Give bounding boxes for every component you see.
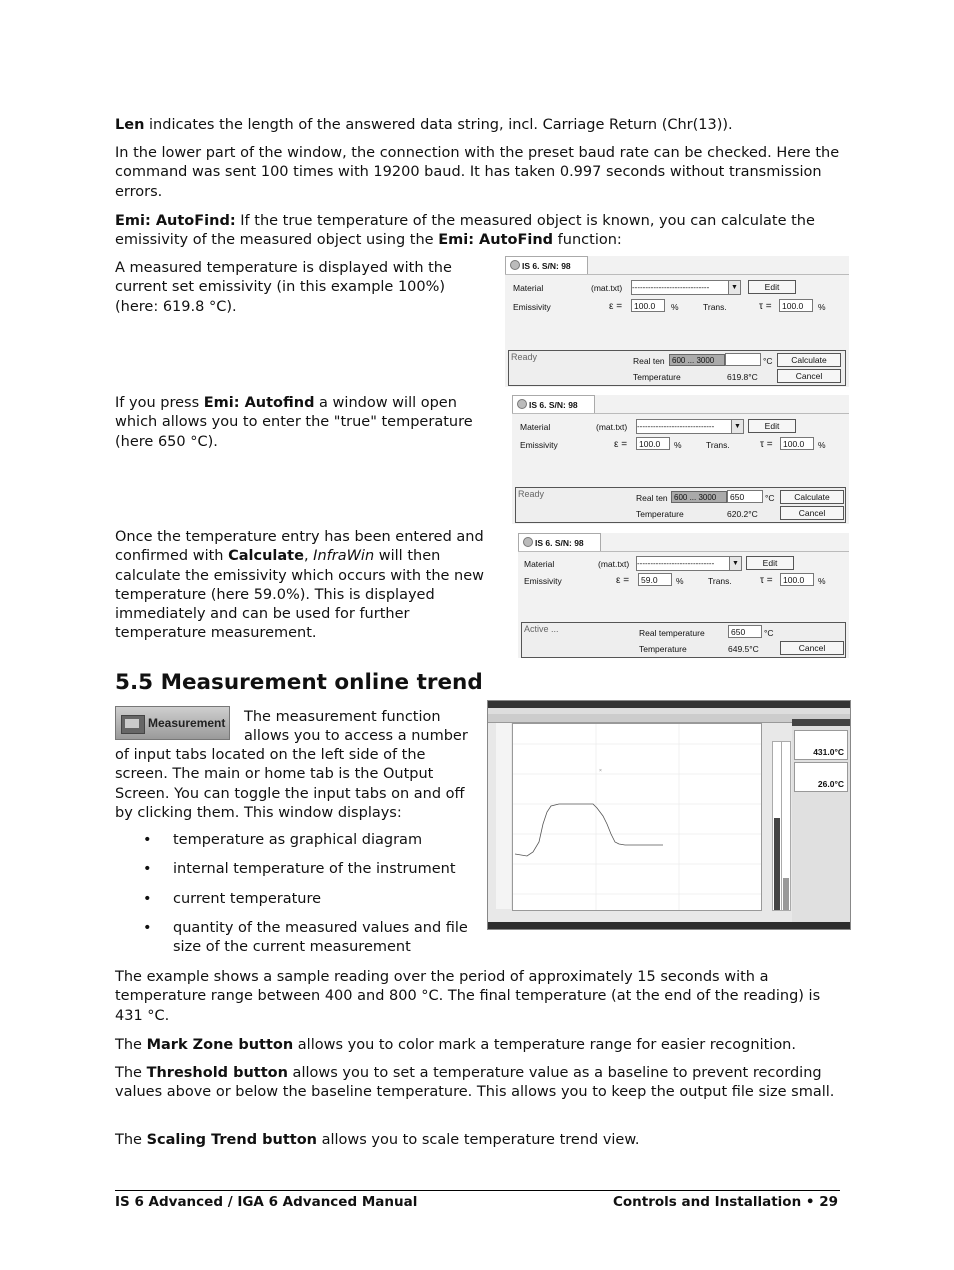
calculate-button[interactable]: Calculate (780, 490, 844, 504)
cancel-button[interactable]: Cancel (777, 369, 841, 383)
step1-text: A measured temperature is displayed with the current set emissivity (in this example 100%) (here: 619.8 °C). (115, 260, 452, 315)
emissivity-input[interactable]: 100.0 (636, 437, 670, 450)
device-tab[interactable]: IS 6. S/N: 98 (518, 533, 601, 552)
calculate-button[interactable]: Calculate (777, 353, 841, 367)
transmission-input[interactable]: 100.0 (779, 299, 813, 312)
material-select[interactable]: ----------------------------- ▼ (636, 556, 742, 571)
chevron-down-icon: ▼ (729, 557, 741, 570)
para-len: Len indicates the length of the answered data string, incl. Carriage Return (Chr(13)). (115, 117, 733, 133)
taskbar (488, 922, 850, 929)
title-bar (488, 701, 850, 708)
footer-divider (115, 1190, 840, 1191)
status-dot-icon (523, 537, 533, 547)
status-dot-icon (517, 399, 527, 409)
list-item: • current temperature (115, 890, 475, 909)
trend-window-screenshot (487, 700, 851, 930)
real-temperature-input[interactable]: 650 (728, 625, 762, 638)
step2-text: If you press Emi: Autofind a window will open which allows you to enter the "true" temperature (here 650 °C). (115, 395, 473, 450)
step3-text: Once the temperature entry has been entered and confirmed with Calculate, InfraWin will then calculate the emissivity which occurs with the new temperature (here 59.0%). This is displayed immediately and can be used for further temperature measurement. (115, 529, 485, 642)
transmission-input[interactable]: 100.0 (780, 573, 814, 586)
status-panel: Ready Real ten 600 ... 3000 650 °C Calculate Temperature 620.2°C Cancel (515, 487, 846, 523)
real-temperature-input[interactable]: 650 (727, 490, 763, 503)
measure-text-rest: of input tabs located on the left side of the screen. The main or home tab is the Output Screen. You can toggle the input tabs on and off by clicking them. This window displays: (115, 747, 465, 821)
device-tab[interactable]: IS 6. S/N: 98 (505, 256, 588, 275)
edit-button[interactable]: Edit (748, 419, 796, 433)
measure-text-first: The measurement function allows you to access a number (244, 709, 468, 745)
list-item: • internal temperature of the instrument (115, 860, 475, 879)
trend-curve (513, 724, 761, 910)
para-emi-autofind: Emi: AutoFind: If the true temperature of the measured object is known, you can calculate the emissivity of the measured object using the Emi: AutoFind function: (115, 213, 815, 249)
internal-temperature-bar (781, 741, 791, 911)
para-example: The example shows a sample reading over the period of approximately 15 seconds with a temperature range between 400 and 800 °C. The final temperature (at the end of the reading) is 431 °C. (115, 969, 821, 1024)
para-scaling: The Scaling Trend button allows you to scale temperature trend view. (115, 1132, 640, 1148)
y-axis (496, 723, 511, 909)
edit-button[interactable]: Edit (748, 280, 796, 294)
material-select[interactable]: ----------------------------- ▼ (636, 419, 744, 434)
x-axis (512, 910, 760, 919)
status-panel: Ready Real ten 600 ... 3000 °C Calculate Temperature 619.8°C Cancel (508, 350, 846, 386)
feature-list (115, 831, 475, 967)
current-temperature-display: 431.0°C (794, 730, 848, 760)
footer-manual-title: IS 6 Advanced / IGA 6 Advanced Manual (115, 1194, 418, 1210)
footer-page: Controls and Installation • 29 (612, 1194, 838, 1210)
measurement-button[interactable]: Measurement (115, 706, 230, 740)
real-temperature-input[interactable] (725, 353, 761, 366)
status-dot-icon (510, 260, 520, 270)
section-title: 5.5 Measurement online trend (115, 670, 483, 695)
dialog-measured-temperature: IS 6. S/N: 98 Material (mat.txt) ----------------------------- ▼ Edit Emissivity ε = 100.0 % Trans. τ = 100.0 % Ready Real ten 600 ... 3000 °C Calculate Temperature 619.8°C Cancel (505, 256, 849, 387)
cancel-button[interactable]: Cancel (780, 506, 844, 520)
trend-plot (512, 723, 762, 911)
para-threshold: The Threshold button allows you to set a temperature value as a baseline to prevent recording values above or below the baseline temperature. This allows you to keep the output file size small. (115, 1065, 835, 1101)
dialog-enter-true-temperature: IS 6. S/N: 98 Material (mat.txt) ----------------------------- ▼ Edit Emissivity ε = 100.0 % Trans. τ = 100.0 % Ready Real ten 600 ... 3000 650 °C Calculate Temperature 620.2°C Cancel (512, 395, 849, 524)
para-lower-window: In the lower part of the window, the connection with the preset baud rate can be checked. Here the command was sent 100 times with 19200 baud. It has taken 0.997 seconds without transmission errors. (115, 145, 840, 200)
status-panel: Active ... Real temperature 650 °C Temperature 649.5°C Cancel (521, 622, 846, 658)
emissivity-input[interactable]: 59.0 (638, 573, 672, 586)
monitor-icon (121, 715, 145, 734)
dialog-calculated-emissivity: IS 6. S/N: 98 Material (mat.txt) ----------------------------- ▼ Edit Emissivity ε = 59.0 % Trans. τ = 100.0 % Active ... Real temperature 650 °C Temperature 649.5°C Cancel (518, 533, 849, 658)
list-item: • quantity of the measured values and file size of the current measurement (115, 919, 475, 958)
para-mark-zone: The Mark Zone button allows you to color mark a temperature range for easier recognition. (115, 1037, 796, 1053)
chevron-down-icon: ▼ (728, 281, 740, 294)
list-item: • temperature as graphical diagram (115, 831, 475, 850)
svg-text:×: × (599, 768, 602, 774)
material-select[interactable]: ----------------------------- ▼ (631, 280, 741, 295)
edit-button[interactable]: Edit (746, 556, 794, 570)
transmission-input[interactable]: 100.0 (780, 437, 814, 450)
cancel-button[interactable]: Cancel (780, 641, 844, 655)
emissivity-input[interactable]: 100.0 (631, 299, 665, 312)
device-tab[interactable]: IS 6. S/N: 98 (512, 395, 595, 414)
output-panel (792, 719, 850, 929)
internal-temperature-display: 26.0°C (794, 762, 848, 792)
chevron-down-icon: ▼ (731, 420, 743, 433)
